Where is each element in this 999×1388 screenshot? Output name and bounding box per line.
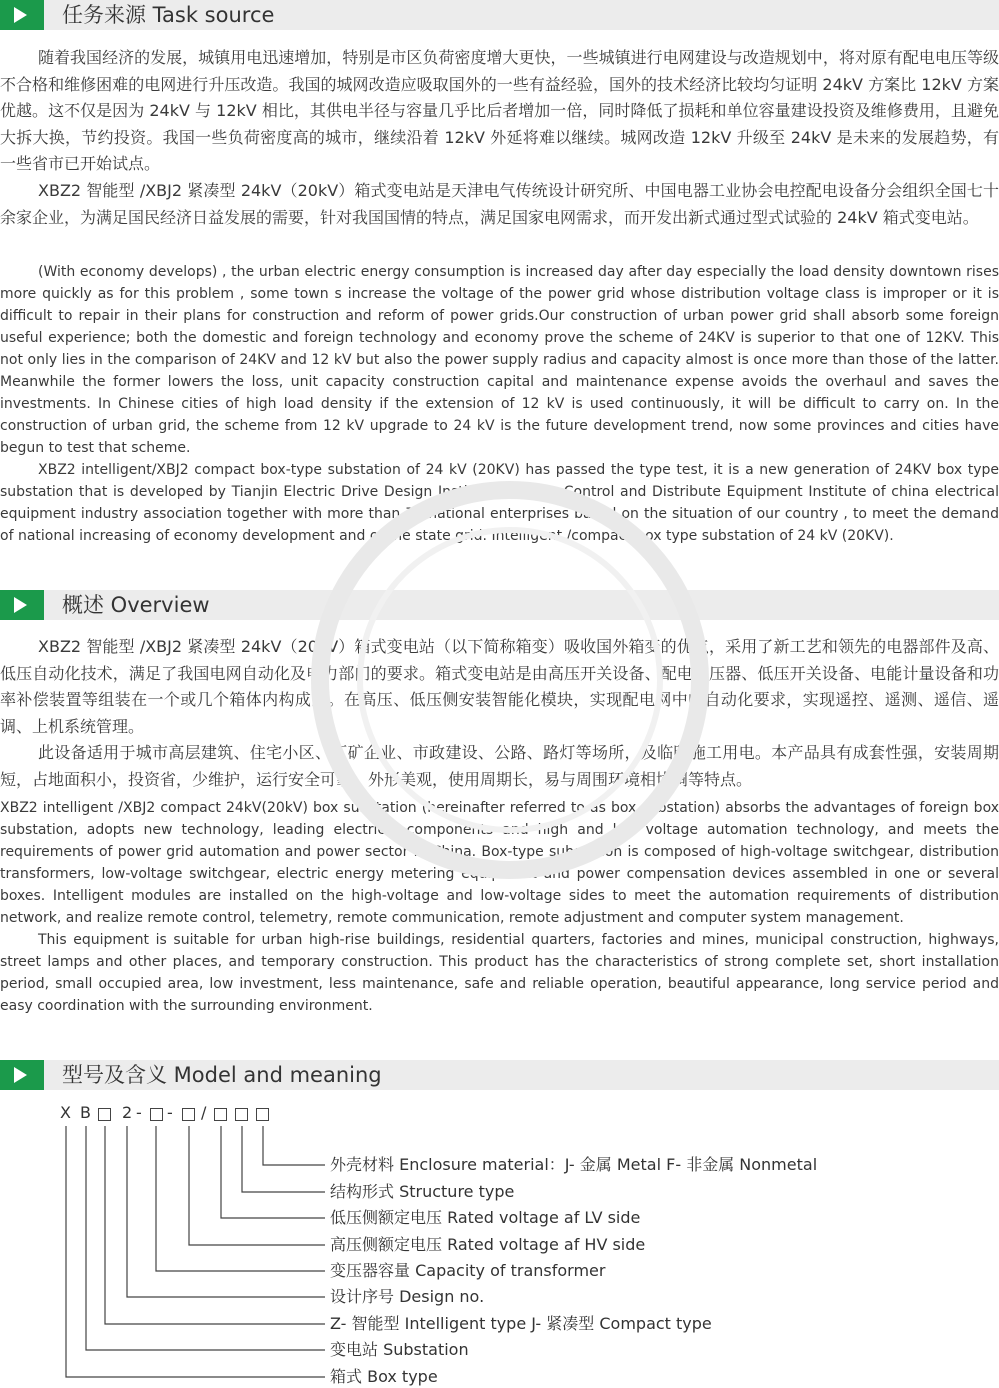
legend-item: 设计序号 Design no.: [330, 1287, 485, 1306]
code-char: -: [136, 1103, 142, 1122]
paragraph: 随着我国经济的发展，城镇用电迅速增加，特别是市区负荷密度增大更快，一些城镇进行电网建设与改造规划中，将对原有配电电压等级不合格和维修困难的电网进行升压改造。我国的城网改造应吸取国外的一些有益经验，国外的技术经济比较均匀证明 24kV 方案比 12kV 方案优越。这不仅是因为 24kV 与 12kV 相比，其供电半径与容量几乎比后者增加一倍，同时降低了损耗和单位容量建设投资及维修费用，且避免大拆大换，节约投资。我国一些负荷密度高的城市，继续沿着 12kV 外延将难以继续。城网改造 12kV 升级至 24kV 是未来的发展趋势，有一些省市已开始试点。: [0, 48, 999, 173]
paragraph: This equipment is suitable for urban high-rise buildings, residential quarters, factories and mines, municipal construction, highways, street lamps and other places, and temporary construction. This product has the characteristics of strong complete set, short installation period, small occupied area, low investment, less maintenance, safe and reliable operation, beautiful appearance, long service period and easy coordination with the surrounding environment.: [0, 932, 999, 1014]
paragraph: XBZ2 intelligent /XBJ2 compact 24kV(20kV) box substation (hereinafter referred to as box substation) absorbs the advantages of foreign box substation, adopts new technology, leading electrical components and high and low voltage automation technology, and meets the requirements of power grid automation and power sector in China. Box-type substation is composed of high-voltage switchgear, distribution transformers, low-voltage switchgear, electric energy metering equipment and power compensation devices assembled in one or several boxes. Intelligent modules are installed on the high-voltage and low-voltage sides to meet the automation requirements of distribution network, and realize remote control, telemetry, remote communication, remote adjustment and computer system management.: [0, 800, 999, 926]
paragraph: 此设备适用于城市高层建筑、住宅小区、厂矿企业、市政建设、公路、路灯等场所，及临时施工用电。本产品具有成套性强，安装周期短，占地面积小，投资省，少维护，运行安全可靠，外形美观，使用周期长，易与周围环境相协调等特点。: [0, 743, 999, 789]
leader-line-substation: [86, 1126, 325, 1350]
code-char: X: [60, 1103, 71, 1122]
leader-line-capacity: [156, 1126, 325, 1271]
leader-line-enclosure: [263, 1126, 325, 1165]
code-char: 2: [122, 1103, 133, 1122]
legend-item: 变压器容量 Capacity of transformer: [330, 1261, 606, 1280]
legend-item: 变电站 Substation: [330, 1340, 469, 1359]
section-title: 概述 Overview: [62, 593, 210, 617]
code-char: -: [167, 1103, 173, 1122]
section-title: 任务来源 Task source: [62, 3, 275, 27]
leader-line-hv-voltage: [189, 1126, 325, 1245]
paragraph: XBZ2 intelligent/XBJ2 compact box-type substation of 24 kV (20KV) has passed the type test, it is a new generation of 24KV box type substation that is developed by Tianjin Electric Drive Design Institute, Electric Control and Distribute Equipment Institute of china electrical equipment industry association together with more than 70 national enterprises based on the situation of our country , to meet the demand of national increasing of economy development and of the state grid. Intelligent /compact box type substation of 24 kV (20KV).: [0, 462, 999, 544]
paragraph: XBZ2 智能型 /XBJ2 紧凑型 24kV（20kV）箱式变电站是天津电气传统设计研究所、中国电器工业协会电控配电设备分会组织全国七十余家企业，为满足国民经济日益发展的需要，针对我国国情的特点，满足国家电网需求，而开发出新式通过型式试验的 24kV 箱式变电站。: [0, 181, 999, 227]
legend-item: 箱式 Box type: [330, 1367, 438, 1386]
legend-item: 外壳材料 Enclosure material：J- 金属 Metal F- 非金属 Nonmetal: [330, 1155, 818, 1174]
leader-line-lv-voltage: [221, 1126, 325, 1218]
legend-item: 高压侧额定电压 Rated voltage af HV side: [330, 1235, 646, 1254]
leader-line-type: [105, 1126, 325, 1324]
legend-item: 结构形式 Structure type: [330, 1182, 515, 1201]
code-char: B: [80, 1103, 91, 1122]
paragraph: XBZ2 智能型 /XBJ2 紧凑型 24kV（20kV）箱式变电站（以下简称箱变）吸收国外箱变的优点，采用了新工艺和领先的电器部件及高、低压自动化技术，满足了我国电网自动化及电力部门的要求。箱式变电站是由高压开关设备、配电变压器、低压开关设备、电能计量设备和功率补偿装置等组装在一个或几个箱体内构成的。在高压、低压侧安装智能化模块，实现配电网中的自动化要求，实现遥控、遥测、遥信、遥调、上机系统管理。: [0, 637, 999, 736]
section-title: 型号及含义 Model and meaning: [62, 1063, 382, 1087]
leader-line-structure: [242, 1126, 325, 1192]
legend-item: 低压侧额定电压 Rated voltage af LV side: [330, 1208, 641, 1227]
code-char: /: [201, 1103, 207, 1122]
legend-item: Z- 智能型 Intelligent type J- 紧凑型 Compact type: [330, 1314, 712, 1333]
paragraph: (With economy develops) , the urban electric energy consumption is increased day after day especially the load density downtown rises more quickly as for this problem , some town s increase the voltage of the power grid whose distribution voltage class is improper or it is difficult to repair in their plans for construction and reform of power grids.Our construction of urban power grid shall absorb some foreign useful experience; both the domestic and foreign technology and economy prove the scheme of 24KV is superior to that one of 12KV. This not only lies in the comparison of 24KV and 12 kV but also the power supply radius and capacity almost is once more than those of the latter. Meanwhile the former lowers the loss, unit capacity construction capital and maintenance expense avoids the overhaul and saves the investments. In Chinese cities of high load density if the extension of 12 kV is used continuously, it will be difficult to carry on. In the construction of urban grid, the scheme from 12 kV upgrade to 24 kV is the future development trend, now some provinces and cities have begun to test that scheme.: [0, 264, 999, 456]
